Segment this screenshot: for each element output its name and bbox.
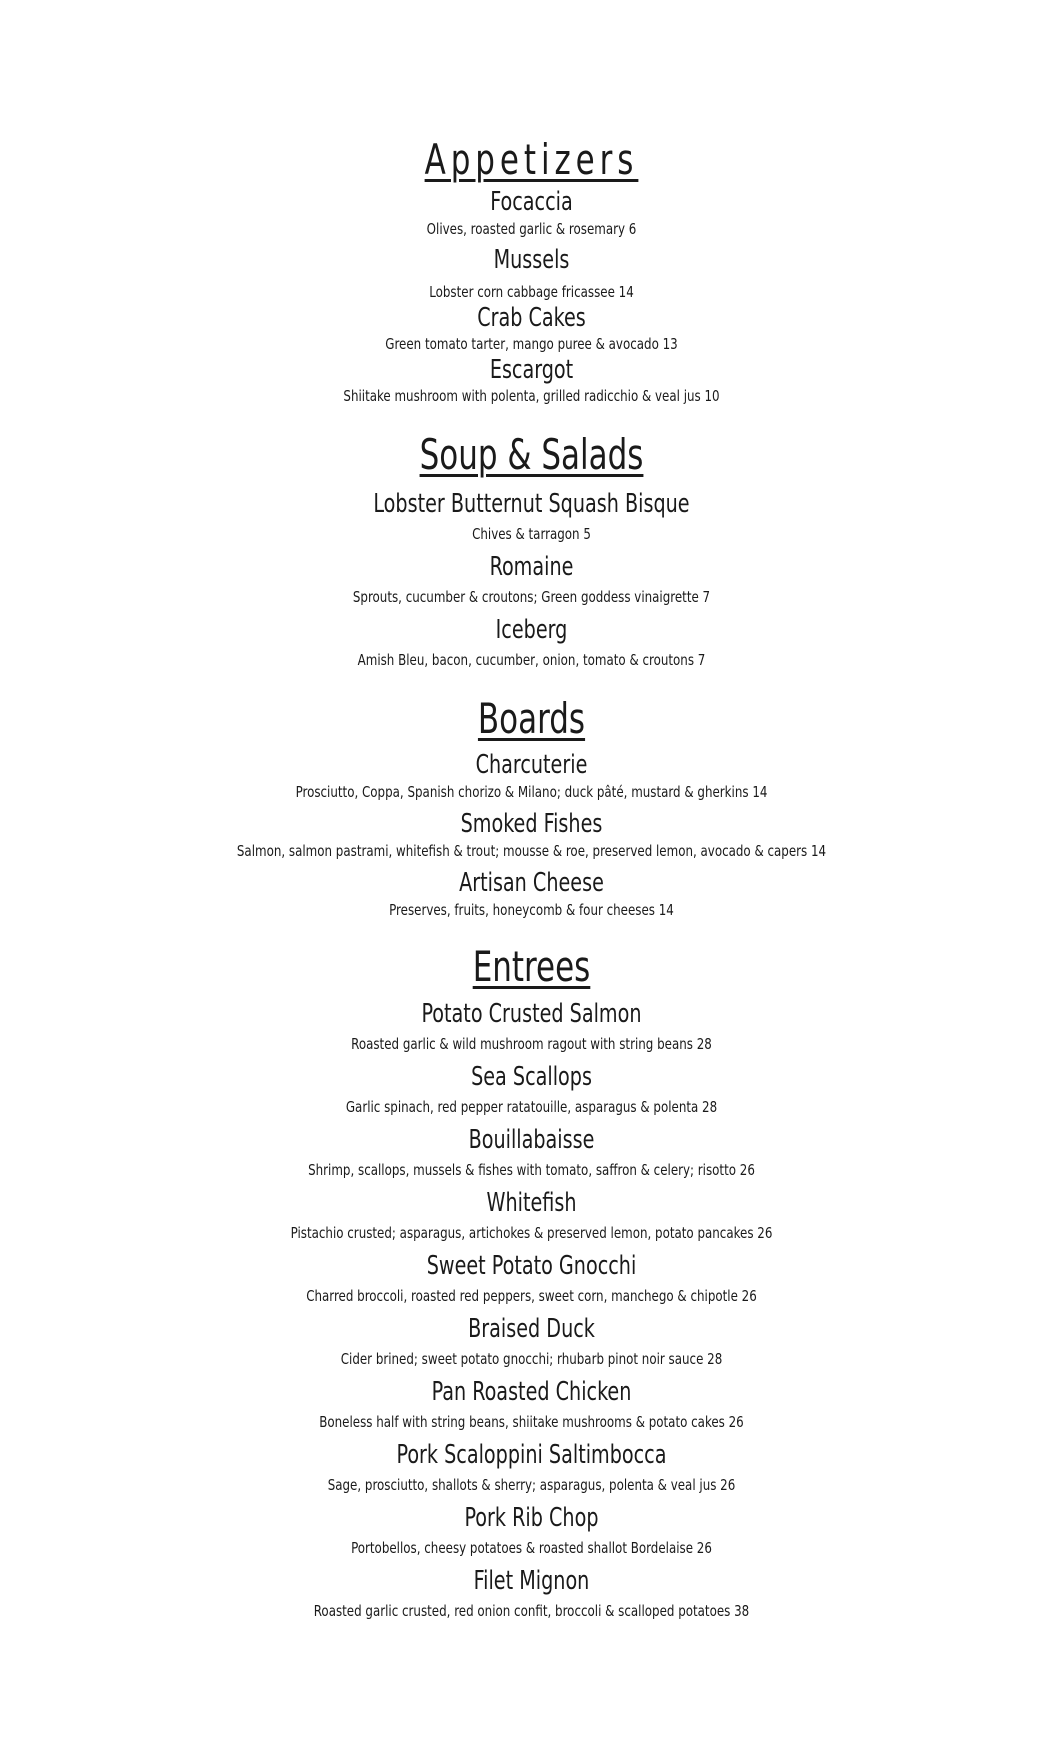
menu-item-description: Prosciutto, Coppa, Spanish chorizo & Milano; duck pâté, mustard & gherkins 14	[295, 783, 768, 801]
menu-item-name: Smoked Fishes	[460, 809, 603, 839]
section-title-soup-salads: Soup & Salads	[419, 430, 644, 479]
menu-item-name: Sweet Potato Gnocchi	[426, 1251, 637, 1281]
menu-item-description: Garlic spinach, red pepper ratatouille, asparagus & polenta 28	[345, 1098, 718, 1116]
section-title-boards: Boards	[477, 694, 586, 743]
section-title-entrees: Entrees	[472, 942, 591, 991]
menu-item-description: Chives & tarragon 5	[472, 525, 591, 543]
menu-item-name: Bouillabaisse	[468, 1125, 595, 1155]
menu-item-description: Salmon, salmon pastrami, whitefish & trout; mousse & roe, preserved lemon, avocado & capers 14	[236, 842, 827, 860]
menu-item-name: Romaine	[489, 552, 574, 582]
menu-item-name: Focaccia	[490, 187, 573, 217]
menu-item-name: Pan Roasted Chicken	[431, 1377, 632, 1407]
menu-item-description: Sage, prosciutto, shallots & sherry; asparagus, polenta & veal jus 26	[327, 1476, 736, 1494]
menu-item-name: Crab Cakes	[477, 303, 586, 333]
menu-item-description: Charred broccoli, roasted red peppers, sweet corn, manchego & chipotle 26	[306, 1287, 757, 1305]
menu-item-name: Filet Mignon	[473, 1566, 590, 1596]
menu-item-description: Green tomato tarter, mango puree & avocado 13	[385, 335, 678, 353]
menu-item-description: Boneless half with string beans, shiitake mushrooms & potato cakes 26	[319, 1413, 744, 1431]
menu-item-description: Lobster corn cabbage fricassee 14	[429, 283, 634, 301]
menu-item-description: Roasted garlic & wild mushroom ragout with string beans 28	[351, 1035, 712, 1053]
section-title-appetizers: Appetizers	[424, 135, 639, 184]
menu-item-description: Portobellos, cheesy potatoes & roasted shallot Bordelaise 26	[351, 1539, 712, 1557]
menu-item-description: Preserves, fruits, honeycomb & four cheeses 14	[389, 901, 674, 919]
menu-item-description: Sprouts, cucumber & croutons; Green goddess vinaigrette 7	[352, 588, 711, 606]
menu-item-description: Olives, roasted garlic & rosemary 6	[426, 220, 637, 238]
menu-item-description: Roasted garlic crusted, red onion confit, broccoli & scalloped potatoes 38	[313, 1602, 750, 1620]
menu-item-name: Lobster Butternut Squash Bisque	[373, 489, 690, 519]
menu-item-description: Shrimp, scallops, mussels & fishes with tomato, saffron & celery; risotto 26	[308, 1161, 755, 1179]
menu-item-name: Artisan Cheese	[459, 868, 604, 898]
menu-item-name: Pork Rib Chop	[464, 1503, 599, 1533]
menu-item-description: Shiitake mushroom with polenta, grilled radicchio & veal jus 10	[343, 387, 720, 405]
menu-item-description: Cider brined; sweet potato gnocchi; rhubarb pinot noir sauce 28	[340, 1350, 723, 1368]
menu-item-description: Pistachio crusted; asparagus, artichokes & preserved lemon, potato pancakes 26	[290, 1224, 773, 1242]
menu-item-name: Whitefish	[486, 1188, 577, 1218]
menu-item-name: Potato Crusted Salmon	[421, 999, 642, 1029]
menu-item-name: Escargot	[489, 355, 574, 385]
menu-item-description: Amish Bleu, bacon, cucumber, onion, tomato & croutons 7	[357, 651, 706, 669]
menu-item-name: Sea Scallops	[471, 1062, 592, 1092]
menu-item-name: Braised Duck	[468, 1314, 595, 1344]
menu-item-name: Mussels	[493, 245, 570, 275]
menu-item-name: Iceberg	[495, 615, 568, 645]
menu-item-name: Pork Scaloppini Saltimbocca	[396, 1440, 667, 1470]
menu-item-name: Charcuterie	[475, 750, 588, 780]
